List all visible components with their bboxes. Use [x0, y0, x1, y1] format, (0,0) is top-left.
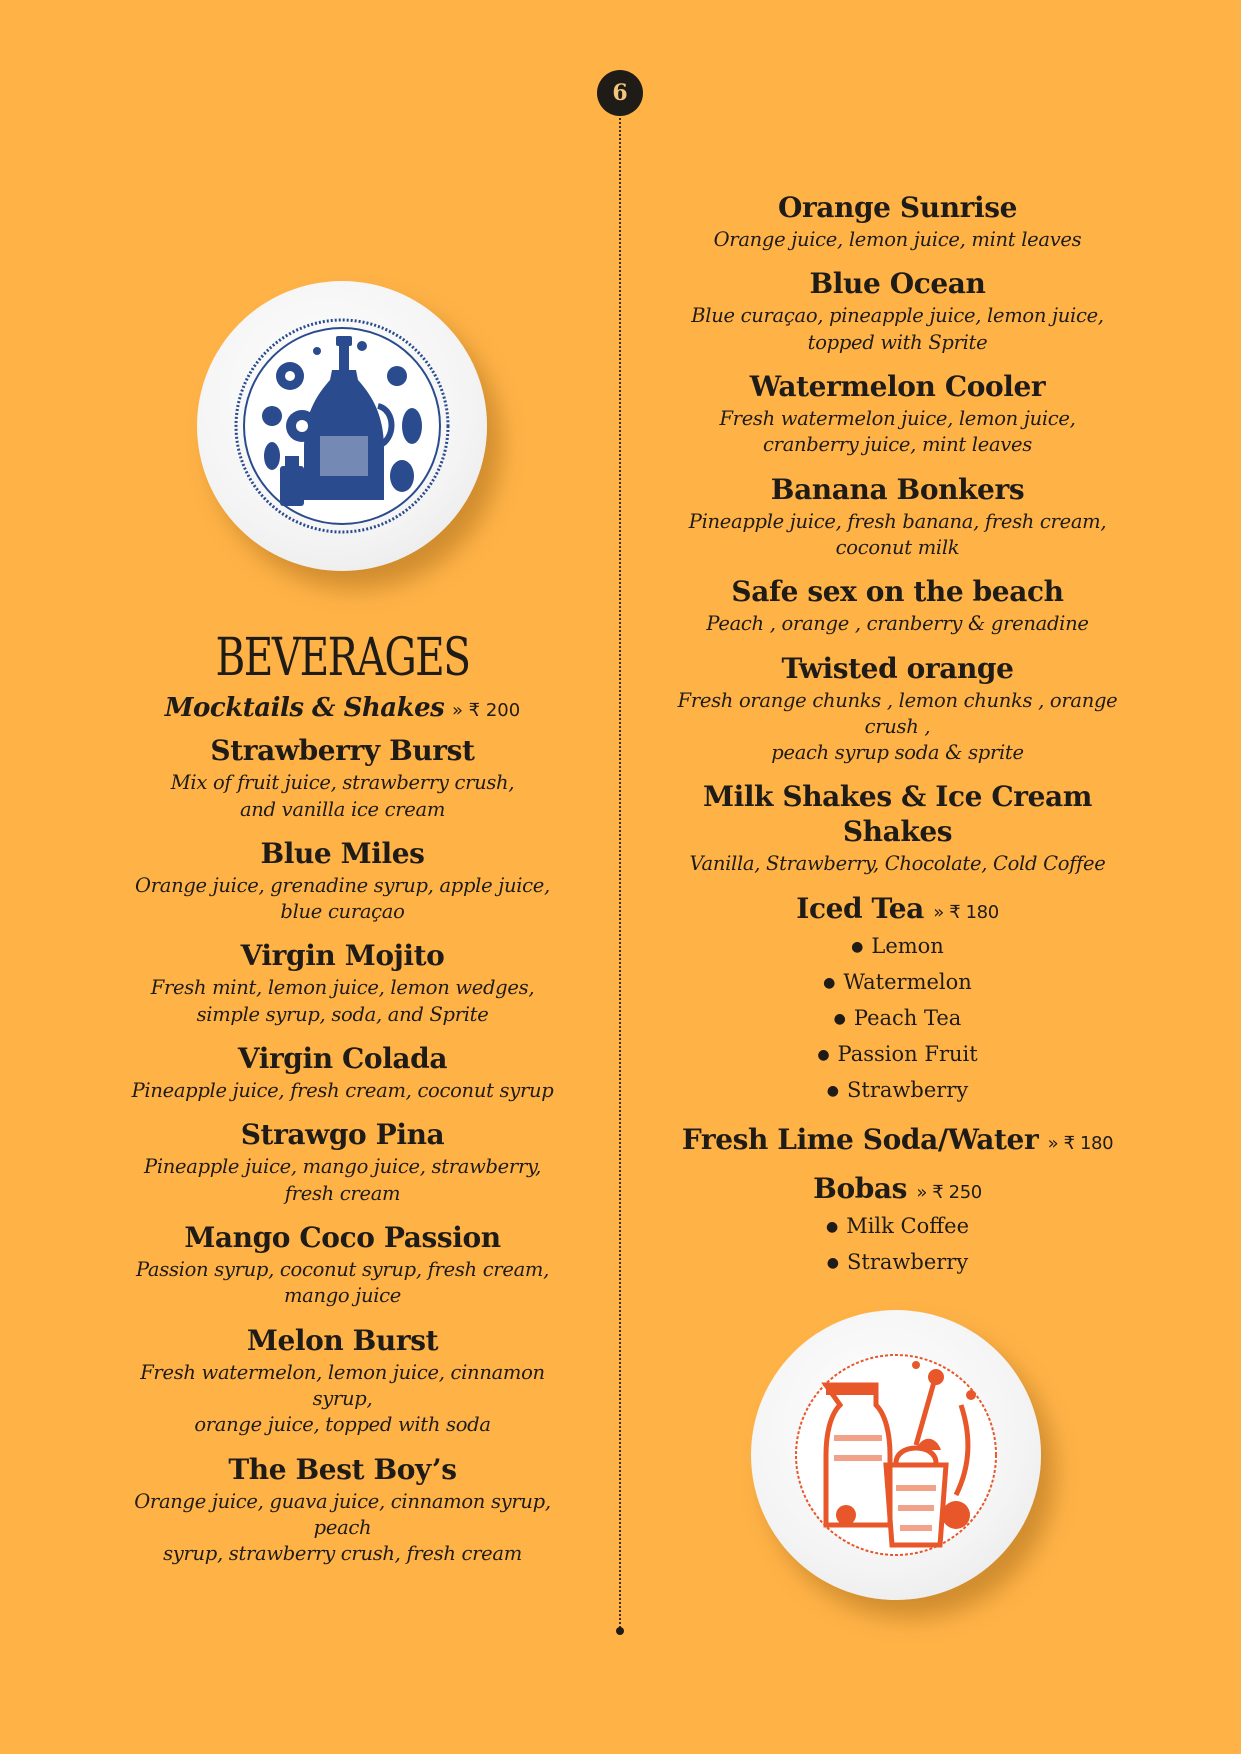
description-line: Blue curaçao, pineapple juice, lemon juice,: [691, 304, 1104, 328]
option-item: ● Strawberry: [660, 1246, 1135, 1282]
description-line: Peach , orange , cranberry & grenadine: [706, 612, 1089, 636]
menu-item-description: [660, 303, 1135, 356]
description-line: blue curaçao: [280, 900, 405, 924]
menu-item-description: [660, 611, 1135, 637]
option-item: ● Watermelon: [660, 966, 1135, 1002]
menu-item-description: [110, 1489, 575, 1568]
bobas-price: » ₹ 250: [916, 1181, 982, 1203]
menu-item-description: [660, 406, 1135, 459]
mocktails-subheading: [110, 693, 575, 723]
menu-item: [660, 574, 1135, 637]
mocktails-price: » ₹ 200: [451, 700, 521, 722]
menu-item-name: Twisted orange: [781, 651, 1014, 685]
description-line: fresh cream: [284, 1181, 401, 1205]
menu-item-name: Blue Miles: [260, 836, 425, 870]
description-line: orange juice, topped with soda: [194, 1413, 491, 1437]
left-menu-column: [110, 630, 575, 1581]
description-line: Passion syrup, coconut syrup, fresh cream,: [135, 1258, 549, 1281]
menu-item: [110, 733, 575, 823]
orange-drinks-plate-icon: [751, 1310, 1041, 1600]
description-line: Fresh orange chunks , lemon chunks , orange crush ,: [677, 688, 1118, 738]
menu-item: [110, 1452, 575, 1568]
option-item: ● Passion Fruit: [660, 1038, 1135, 1074]
menu-item-name: Strawberry Burst: [210, 734, 475, 768]
description-line: and vanilla ice cream: [239, 797, 446, 821]
description-line: Orange juice, grenadine syrup, apple juice,: [135, 873, 550, 897]
description-line: Mix of fruit juice, strawberry crush,: [170, 771, 515, 795]
description-line: Pineapple juice, fresh cream, coconut syrup: [131, 1079, 554, 1103]
menu-item-name: Orange Sunrise: [777, 191, 1018, 224]
menu-item: [110, 1117, 575, 1207]
description-line: mango juice: [283, 1284, 402, 1308]
menu-item: [660, 472, 1135, 562]
menu-item: [110, 1323, 575, 1439]
description-line: peach syrup soda & sprite: [771, 741, 1024, 765]
blue-bottle-floral-plate-icon: [197, 281, 487, 571]
section-title: BEVERAGES: [215, 628, 470, 688]
menu-item-name: Banana Bonkers: [770, 472, 1025, 506]
menu-item-name: Watermelon Cooler: [749, 369, 1046, 403]
description-line: Fresh watermelon juice, lemon juice,: [719, 406, 1076, 430]
menu-item-name: Virgin Mojito: [240, 939, 445, 973]
menu-item-description: [660, 688, 1135, 767]
lime-soda-section: [660, 1122, 1135, 1157]
description-line: topped with Sprite: [807, 330, 988, 354]
menu-item-name: Strawgo Pina: [240, 1118, 445, 1152]
description-line: syrup, strawberry crush, fresh cream: [163, 1542, 522, 1566]
menu-item-description: [660, 851, 1135, 877]
page-number: 6: [597, 70, 643, 116]
option-item: ● Milk Coffee: [660, 1210, 1135, 1246]
option-item: ● Lemon: [660, 930, 1135, 966]
menu-item-description: [110, 1078, 575, 1104]
iced-tea-section: [660, 891, 1135, 926]
menu-item: [110, 938, 575, 1028]
menu-item-name: Milk Shakes & Ice Cream Shakes: [702, 780, 1093, 849]
menu-item: [660, 266, 1135, 356]
description-line: Pineapple juice, fresh banana, fresh cream,: [688, 509, 1107, 533]
lime-soda-price: » ₹ 180: [1047, 1132, 1114, 1154]
iced-tea-name: Iced Tea: [796, 891, 924, 925]
lime-soda-name: Fresh Lime Soda/Water: [681, 1122, 1039, 1156]
menu-item-description: [110, 1154, 575, 1207]
right-menu-column: [660, 190, 1135, 1294]
iced-tea-price: » ₹ 180: [933, 901, 999, 923]
bobas-options: [660, 1210, 1135, 1282]
iced-tea-options: [660, 930, 1135, 1110]
mocktails-label: Mocktails & Shakes: [164, 693, 445, 724]
description-line: coconut milk: [835, 535, 960, 559]
description-line: Fresh mint, lemon juice, lemon wedges,: [150, 976, 535, 1000]
menu-item-name: The Best Boy’s: [228, 1452, 457, 1486]
description-line: Pineapple juice, mango juice, strawberry,: [144, 1155, 541, 1179]
description-line: simple syrup, soda, and Sprite: [196, 1002, 489, 1026]
menu-item-description: [110, 1257, 575, 1310]
menu-item: [110, 1220, 575, 1310]
description-line: Vanilla, Strawberry, Chocolate, Cold Coffee: [689, 852, 1106, 876]
menu-item-name: Mango Coco Passion: [184, 1221, 501, 1254]
description-line: cranberry juice, mint leaves: [763, 433, 1032, 457]
menu-item-description: [110, 770, 575, 823]
menu-item-name: Safe sex on the beach: [731, 575, 1064, 609]
menu-item-description: [110, 873, 575, 926]
option-item: ● Peach Tea: [660, 1002, 1135, 1038]
menu-item: [110, 1041, 575, 1104]
description-line: Fresh watermelon, lemon juice, cinnamon syrup,: [140, 1360, 545, 1410]
description-line: Orange juice, guava juice, cinnamon syrup, peach: [134, 1489, 551, 1539]
description-line: Orange juice, lemon juice, mint leaves: [713, 228, 1082, 251]
center-dotted-divider: [619, 118, 621, 1628]
bobas-section: [660, 1171, 1135, 1206]
divider-end-dot: [616, 1627, 624, 1635]
menu-item-name: Blue Ocean: [809, 267, 986, 301]
menu-item-description: [660, 227, 1135, 253]
menu-item: [660, 779, 1135, 877]
menu-item-description: [110, 975, 575, 1028]
menu-item-name: Virgin Colada: [237, 1042, 448, 1076]
menu-item-description: [660, 509, 1135, 562]
option-item: ● Strawberry: [660, 1074, 1135, 1110]
menu-item: [660, 190, 1135, 253]
menu-item: [660, 651, 1135, 767]
menu-item-description: [110, 1360, 575, 1439]
menu-item: [660, 369, 1135, 459]
menu-item: [110, 836, 575, 926]
menu-item-name: Melon Burst: [246, 1323, 439, 1357]
bobas-name: Bobas: [813, 1171, 907, 1205]
